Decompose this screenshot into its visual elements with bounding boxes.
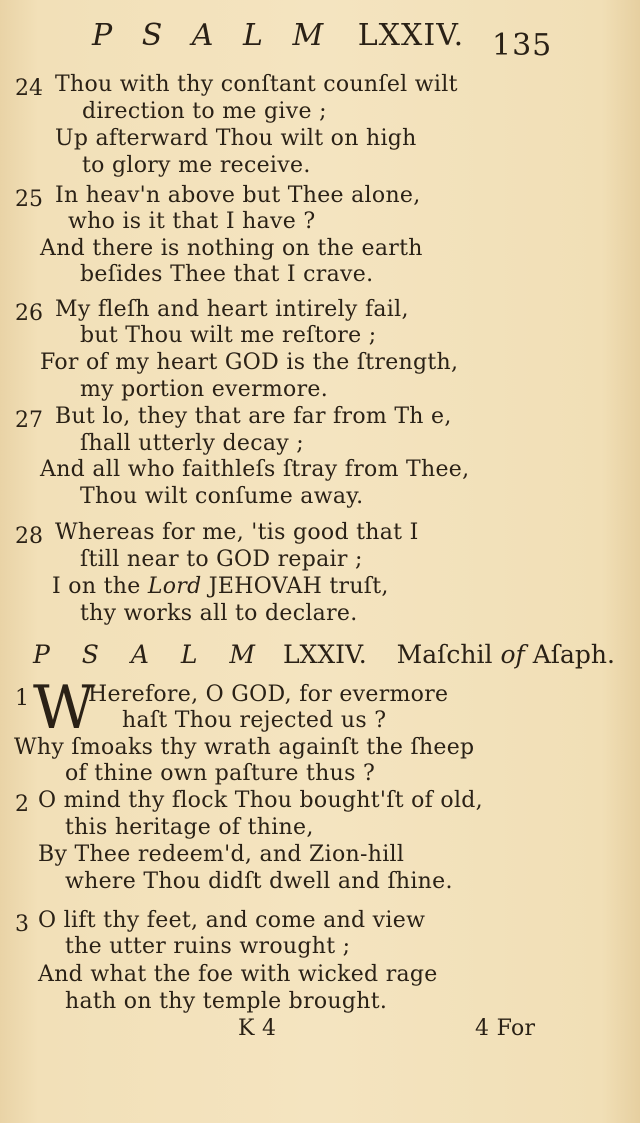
verse-number: 3	[15, 912, 29, 937]
verse-line: O lift thy feet, and come and view	[38, 908, 426, 933]
verse-text: JEHOVAH truſt,	[208, 574, 389, 599]
verse-line	[52, 574, 389, 599]
verse-line: but Thou wilt me reſtore ;	[80, 323, 377, 348]
verse-line: the utter ruins wrought ;	[65, 934, 351, 959]
verse-line: Thou with thy conſtant counſel wilt	[55, 72, 458, 97]
verse-line: direction to me give ;	[82, 99, 327, 124]
verse-line: where Thou didſt dwell and ſhine.	[65, 869, 453, 894]
verse-line: to glory me receive.	[82, 153, 311, 178]
verse-line: haſt Thou rejected us ?	[122, 708, 387, 733]
verse-line: My fleſh and heart intirely fail,	[55, 297, 409, 322]
psalm-numeral: LXXIV.	[282, 640, 367, 669]
asaph: Aſaph.	[532, 640, 615, 669]
catchword: 4 For	[475, 1016, 536, 1041]
lord-italic: Lord	[147, 574, 202, 599]
verse-number: 2	[15, 792, 29, 817]
running-numeral: LXXIV.	[357, 18, 465, 53]
verse-line: And all who faithleſs ſtray from Thee,	[40, 457, 470, 482]
verse-line: beſides Thee that I crave.	[80, 262, 374, 287]
verse-line: Herefore, O GOD, for evermore	[88, 682, 449, 707]
verse-line: And what the foe with wicked rage	[38, 962, 438, 987]
verse-number: 26	[15, 301, 43, 326]
verse-line: hath on thy temple brought.	[65, 989, 388, 1014]
verse-line: this heritage of thine,	[65, 815, 314, 840]
verse-line: ſtill near to GOD repair ;	[80, 547, 363, 572]
page-number: 135	[492, 28, 553, 63]
verse-number: 25	[15, 187, 43, 212]
of-italic: of	[500, 640, 525, 669]
verse-line: But lo, they that are far from Th e,	[55, 404, 452, 429]
psalm-title	[33, 640, 615, 669]
verse-line: By Thee redeem'd, and Zion-hill	[38, 842, 405, 867]
verse-number: 27	[15, 408, 43, 433]
verse-line: Whereas for me, 'tis good that I	[55, 520, 419, 545]
running-title: P S A L M	[92, 18, 334, 53]
verse-number: 28	[15, 524, 43, 549]
verse-line: my portion evermore.	[80, 377, 329, 402]
verse-line: In heav'n above but Thee alone,	[55, 183, 421, 208]
verse-line: Why ſmoaks thy wrath againſt the ſheep	[14, 735, 475, 760]
verse-number: 1	[15, 686, 29, 711]
verse-line: thy works all to declare.	[80, 601, 358, 626]
signature-mark: K 4	[238, 1016, 277, 1041]
verse-line: For of my heart GOD is the ſtrength,	[40, 350, 459, 375]
verse-line: ſhall utterly decay ;	[80, 431, 305, 456]
verse-line: Thou wilt conſume away.	[80, 484, 364, 509]
verse-number: 24	[15, 76, 43, 101]
verse-line: who is it that I have ?	[68, 209, 316, 234]
verse-line: And there is nothing on the earth	[40, 236, 423, 261]
verse-text: I on the	[52, 574, 141, 599]
verse-line: Up afterward Thou wilt on high	[55, 126, 417, 151]
running-header	[92, 18, 464, 53]
verse-line: of thine own paſture thus ?	[65, 761, 376, 786]
psalm-word: P S A L M	[33, 640, 267, 669]
drop-cap: W	[33, 673, 95, 743]
maschil: Maſchil	[396, 640, 493, 669]
verse-line: O mind thy flock Thou bought'ſt of old,	[38, 788, 483, 813]
